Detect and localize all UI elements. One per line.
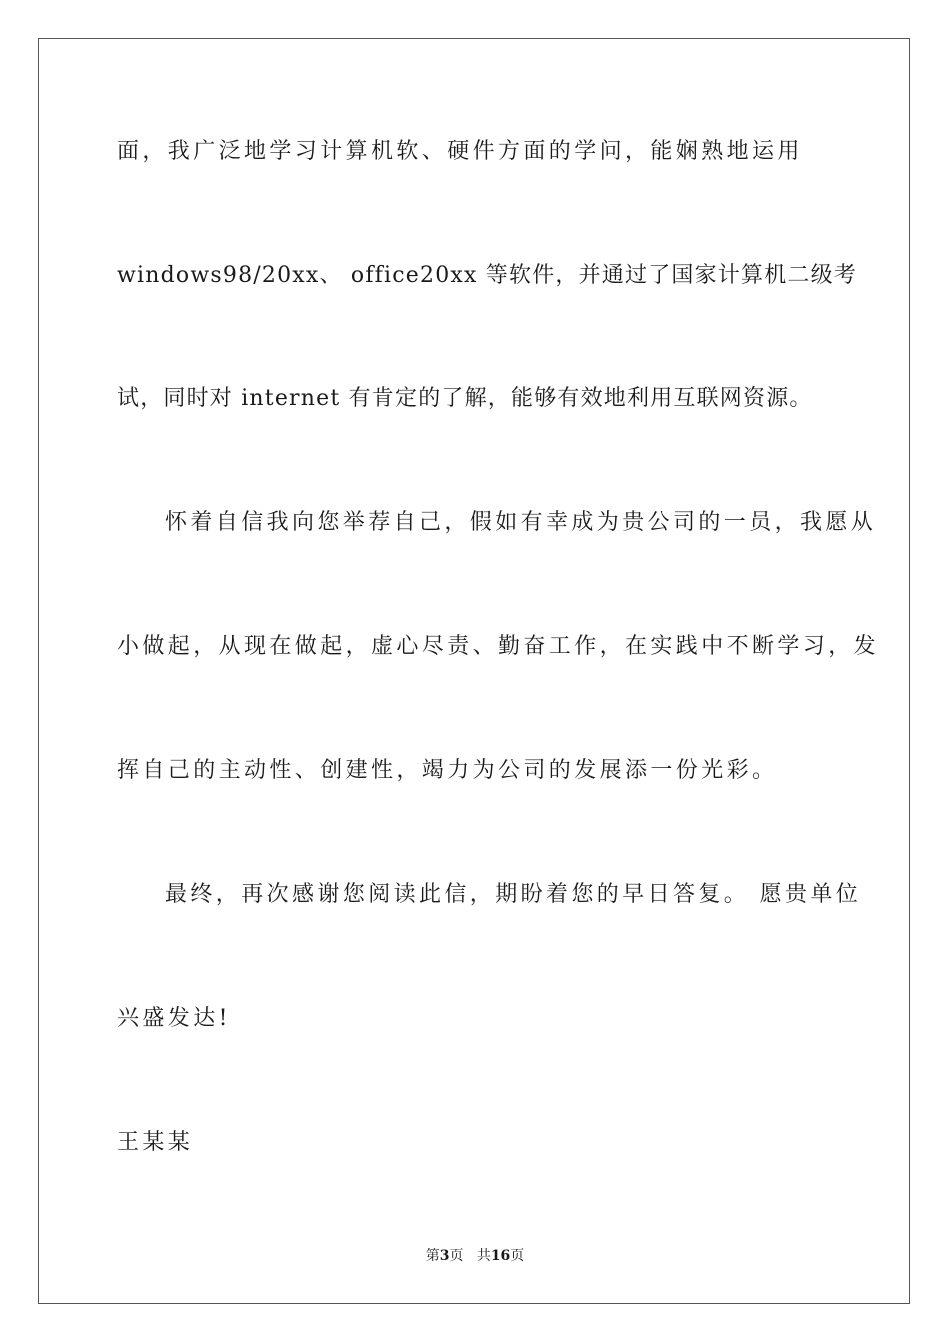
page-footer <box>0 1246 950 1266</box>
body-line-6: 挥自己的主动性、创建性，竭力为公司的发展添一份光彩。 <box>117 758 778 783</box>
footer-page-prefix: 第 <box>425 1248 440 1264</box>
footer-total-pages: 16 <box>490 1248 511 1264</box>
page-border <box>38 38 910 1304</box>
body-line-3: 试，同时对 internet 有肯定的了解，能够有效地利用互联网资源。 <box>117 386 813 411</box>
body-line-5: 小做起，从现在做起，虚心尽责、勤奋工作，在实践中不断学习，发 <box>117 634 880 659</box>
footer-page-suffix: 页 <box>449 1248 464 1264</box>
body-line-1: 面，我广泛地学习计算机软、硬件方面的学问，能娴熟地运用 <box>117 139 803 164</box>
footer-total-suffix: 页 <box>510 1248 525 1264</box>
footer-page-number: 3 <box>439 1248 450 1264</box>
footer-total-prefix: 共 <box>476 1248 491 1264</box>
body-line-8: 兴盛发达! <box>117 1006 231 1031</box>
body-line-4: 怀着自信我向您举荐自己，假如有幸成为贵公司的一员，我愿从 <box>165 510 877 535</box>
body-line-2: windows98/20xx、 office20xx 等软件，并通过了国家计算机二级考 <box>117 263 858 288</box>
signature: 王某某 <box>117 1130 194 1155</box>
body-line-7: 最终，再次感谢您阅读此信，期盼着您的早日答复。 愿贵单位 <box>165 882 862 907</box>
